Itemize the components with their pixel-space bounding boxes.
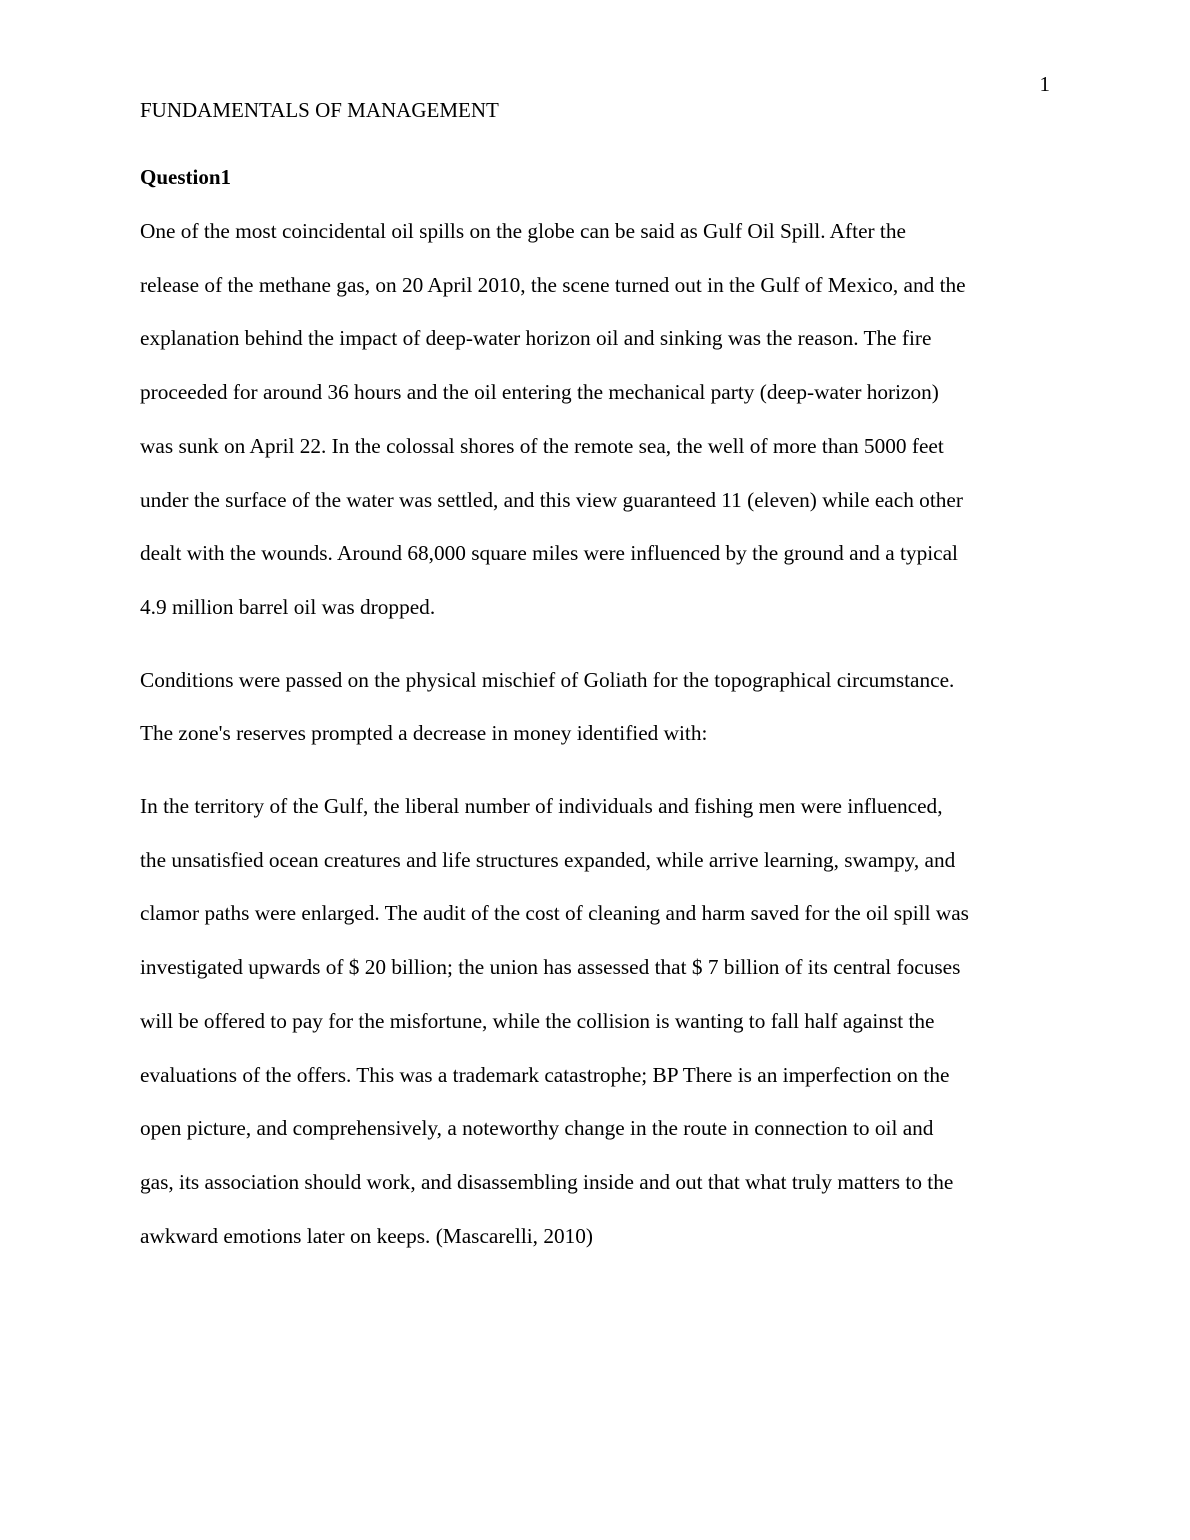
text-line: evaluations of the offers. This was a trademark catastrophe; BP There is an imperfection on the [140, 1062, 950, 1087]
text-line: In the territory of the Gulf, the liberal number of individuals and fishing men were influenced, [140, 794, 943, 819]
paragraph-1 [140, 205, 1060, 635]
text-line: dealt with the wounds. Around 68,000 square miles were influenced by the ground and a typical [140, 541, 958, 566]
text-line: investigated upwards of $ 20 billion; the union has assessed that $ 7 billion of its central focuses [140, 955, 961, 980]
text-line: One of the most coincidental oil spills on the globe can be said as Gulf Oil Spill. After the [140, 219, 906, 243]
text-line: proceeded for around 36 hours and the oil entering the mechanical party (deep-water horizon) [140, 380, 939, 405]
text-line: explanation behind the impact of deep-water horizon oil and sinking was the reason. The fire [140, 326, 932, 351]
text-line: clamor paths were enlarged. The audit of the cost of cleaning and harm saved for the oil spill was [140, 901, 969, 926]
text-line: the unsatisfied ocean creatures and life structures expanded, while arrive learning, swampy, and [140, 847, 956, 872]
text-line: gas, its association should work, and disassembling inside and out that what truly matters to the [140, 1169, 954, 1194]
text-line: 4.9 million barrel oil was dropped. [140, 594, 436, 619]
running-head: FUNDAMENTALS OF MANAGEMENT [140, 98, 499, 122]
question-heading: Question1 [140, 165, 232, 189]
text-line: open picture, and comprehensively, a noteworthy change in the route in connection to oil and [140, 1116, 934, 1141]
paragraph-3 [140, 780, 1060, 1263]
text-line: The zone's reserves prompted a decrease in money identified with: [140, 721, 708, 746]
text-line: Conditions were passed on the physical mischief of Goliath for the topographical circumstance. [140, 667, 955, 692]
text-line: awkward emotions later on keeps. (Mascarelli, 2010) [140, 1223, 594, 1248]
text-line: was sunk on April 22. In the colossal shores of the remote sea, the well of more than 5000 feet [140, 433, 944, 458]
text-line: will be offered to pay for the misfortune, while the collision is wanting to fall half against the [140, 1008, 935, 1033]
text-line: under the surface of the water was settled, and this view guaranteed 11 (eleven) while each other [140, 487, 963, 512]
document-body [140, 165, 1060, 1282]
text-line: release of the methane gas, on 20 April 2010, the scene turned out in the Gulf of Mexico, and the [140, 272, 966, 297]
page-number: 1 [1039, 72, 1050, 96]
paragraph-2 [140, 654, 1060, 761]
